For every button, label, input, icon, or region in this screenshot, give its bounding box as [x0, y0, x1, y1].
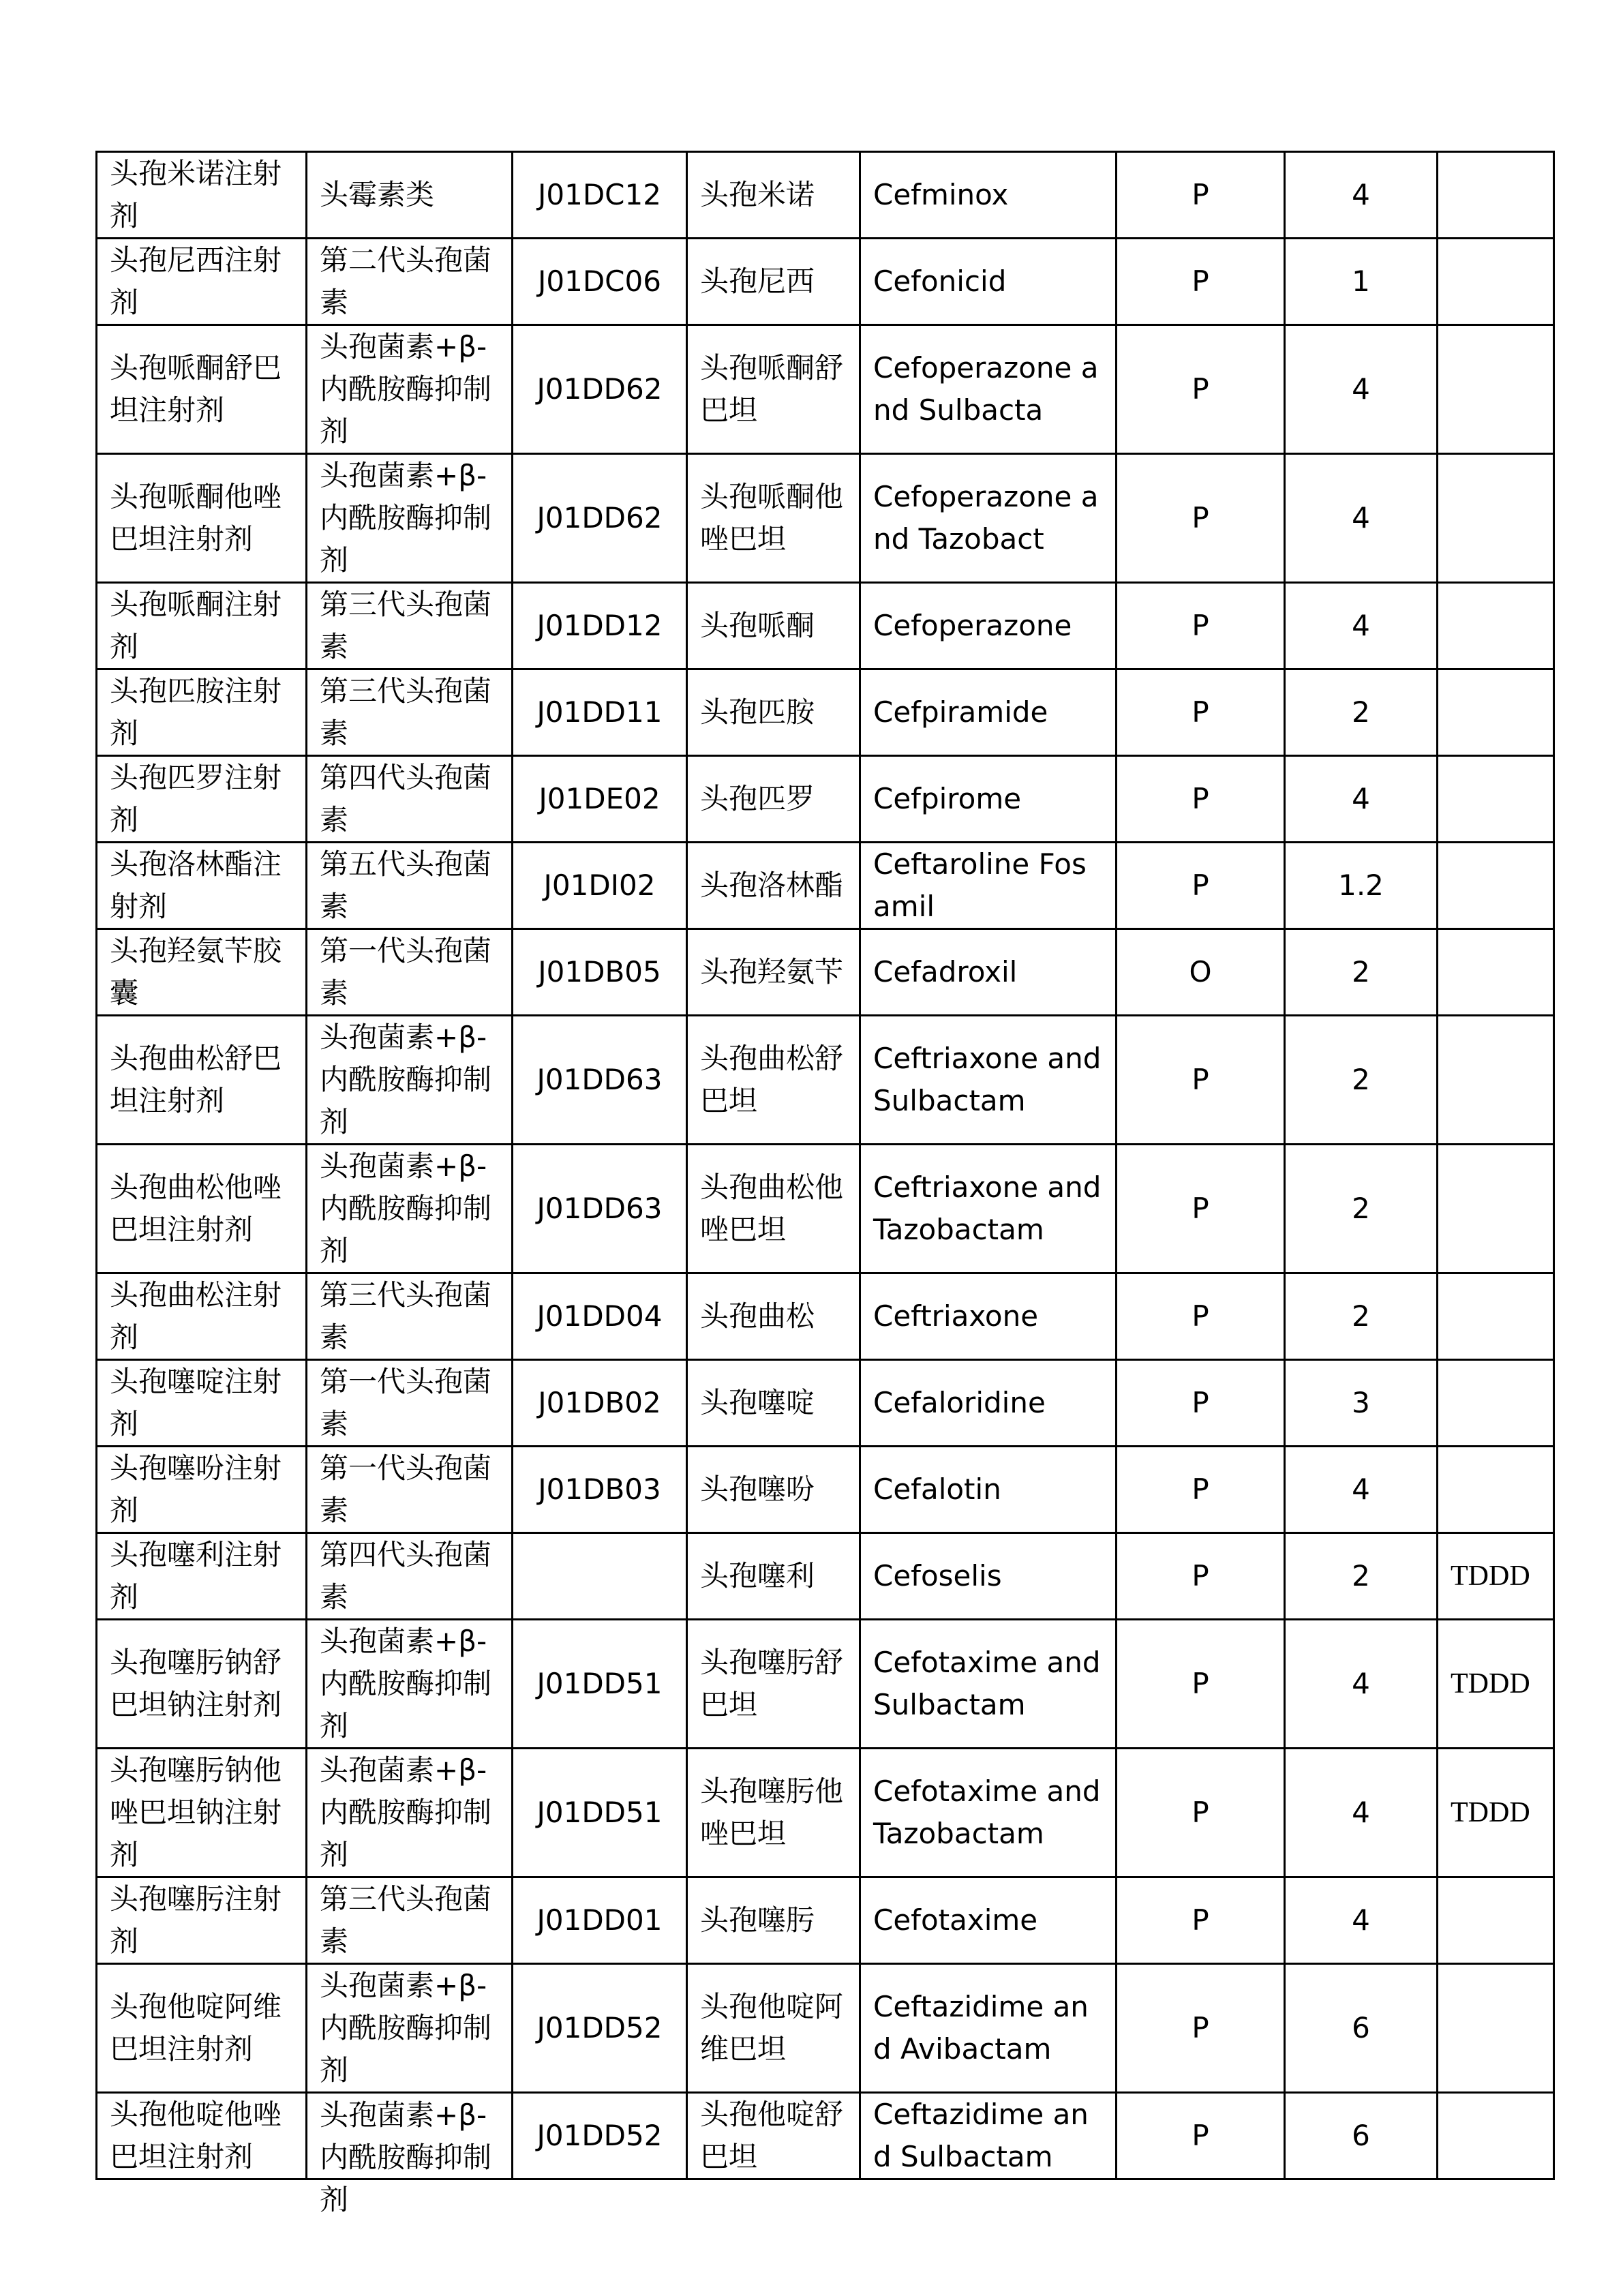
drug-class-cell: 头孢菌素+β-内酰胺酶抑制剂 — [307, 1964, 513, 2093]
table-row — [97, 1533, 1554, 1620]
route-cell: P — [1117, 152, 1285, 239]
english-name-cell: Cefpiramide — [860, 669, 1117, 756]
atc-code-cell: J01DI02 — [513, 843, 687, 929]
generic-name-cell: 头孢他啶阿维巴坦 — [687, 1964, 860, 2093]
drug-class-cell: 第三代头孢菌素 — [307, 583, 513, 669]
atc-code-cell: J01DD62 — [513, 454, 687, 583]
route-cell: P — [1117, 1447, 1285, 1533]
route-cell: P — [1117, 583, 1285, 669]
atc-code-cell: J01DD63 — [513, 1145, 687, 1273]
table-row — [97, 756, 1554, 843]
english-name-cell: Cefalotin — [860, 1447, 1117, 1533]
drug-name-cell: 头孢哌酮舒巴坦注射剂 — [97, 325, 307, 454]
ddd-value-cell: 4 — [1285, 1447, 1438, 1533]
atc-code-cell: J01DD11 — [513, 669, 687, 756]
route-cell: P — [1117, 1016, 1285, 1145]
ddd-value-cell: 4 — [1285, 1749, 1438, 1877]
english-name-cell: Ceftriaxone — [860, 1273, 1117, 1360]
ddd-value-cell: 2 — [1285, 1145, 1438, 1273]
drug-name-cell: 头孢羟氨苄胶囊 — [97, 929, 307, 1016]
generic-name-cell: 头孢噻肟他唑巴坦 — [687, 1749, 860, 1877]
drug-name-cell: 头孢曲松他唑巴坦注射剂 — [97, 1145, 307, 1273]
note-cell — [1438, 669, 1554, 756]
route-cell: P — [1117, 1877, 1285, 1964]
route-cell: P — [1117, 1360, 1285, 1447]
english-name-cell: Cefpirome — [860, 756, 1117, 843]
drug-name-cell: 头孢尼西注射剂 — [97, 239, 307, 325]
drug-name-cell: 头孢噻啶注射剂 — [97, 1360, 307, 1447]
drug-class-cell: 头孢菌素+β-内酰胺酶抑制剂 — [307, 1749, 513, 1877]
drug-name-cell: 头孢噻肟钠他唑巴坦钠注射剂 — [97, 1749, 307, 1877]
ddd-value-cell: 2 — [1285, 1533, 1438, 1620]
route-cell: P — [1117, 1749, 1285, 1877]
note-cell — [1438, 325, 1554, 454]
note-cell — [1438, 152, 1554, 239]
drug-class-cell: 头孢菌素+β-内酰胺酶抑制剂 — [307, 325, 513, 454]
drug-class-cell: 头孢菌素+β-内酰胺酶抑制剂 — [307, 454, 513, 583]
ddd-value-cell: 4 — [1285, 756, 1438, 843]
atc-code-cell: J01DD01 — [513, 1877, 687, 1964]
drug-class-cell: 第五代头孢菌素 — [307, 843, 513, 929]
drug-class-cell: 头孢菌素+β-内酰胺酶抑制剂 — [307, 1016, 513, 1145]
drug-class-cell: 第四代头孢菌素 — [307, 756, 513, 843]
note-cell — [1438, 454, 1554, 583]
english-name-cell: Ceftazidime and Avibactam — [860, 1964, 1117, 2093]
note-cell — [1438, 1273, 1554, 1360]
drug-class-cell: 头霉素类 — [307, 152, 513, 239]
table-row — [97, 2093, 1554, 2179]
drug-class-cell: 第三代头孢菌素 — [307, 669, 513, 756]
ddd-value-cell: 2 — [1285, 1016, 1438, 1145]
drug-class-cell: 第四代头孢菌素 — [307, 1533, 513, 1620]
drug-class-cell: 第三代头孢菌素 — [307, 1273, 513, 1360]
route-cell: O — [1117, 929, 1285, 1016]
table-row — [97, 583, 1554, 669]
generic-name-cell: 头孢尼西 — [687, 239, 860, 325]
table-row — [97, 929, 1554, 1016]
generic-name-cell: 头孢曲松他唑巴坦 — [687, 1145, 860, 1273]
atc-code-cell: J01DD51 — [513, 1749, 687, 1877]
drug-name-cell: 头孢哌酮他唑巴坦注射剂 — [97, 454, 307, 583]
atc-code-cell — [513, 1533, 687, 1620]
atc-code-cell: J01DB02 — [513, 1360, 687, 1447]
table-row — [97, 1016, 1554, 1145]
ddd-value-cell: 4 — [1285, 1620, 1438, 1749]
english-name-cell: Cefoperazone — [860, 583, 1117, 669]
drug-name-cell: 头孢米诺注射剂 — [97, 152, 307, 239]
table-row — [97, 669, 1554, 756]
english-name-cell: Cefotaxime and Tazobactam — [860, 1749, 1117, 1877]
atc-code-cell: J01DD62 — [513, 325, 687, 454]
atc-code-cell: J01DE02 — [513, 756, 687, 843]
note-cell: TDDD — [1438, 1533, 1554, 1620]
generic-name-cell: 头孢哌酮 — [687, 583, 860, 669]
table-row — [97, 239, 1554, 325]
generic-name-cell: 头孢噻肟 — [687, 1877, 860, 1964]
table-row — [97, 1273, 1554, 1360]
ddd-value-cell: 2 — [1285, 669, 1438, 756]
table-row — [97, 454, 1554, 583]
drug-class-cell: 第三代头孢菌素 — [307, 1877, 513, 1964]
route-cell: P — [1117, 843, 1285, 929]
generic-name-cell: 头孢他啶舒巴坦 — [687, 2093, 860, 2179]
ddd-value-cell: 3 — [1285, 1360, 1438, 1447]
route-cell: P — [1117, 454, 1285, 583]
atc-code-cell: J01DD12 — [513, 583, 687, 669]
note-cell — [1438, 1360, 1554, 1447]
ddd-value-cell: 6 — [1285, 1964, 1438, 2093]
note-cell — [1438, 1447, 1554, 1533]
english-name-cell: Ceftriaxone and Sulbactam — [860, 1016, 1117, 1145]
ddd-value-cell: 4 — [1285, 152, 1438, 239]
drug-name-cell: 头孢匹胺注射剂 — [97, 669, 307, 756]
english-name-cell: Cefonicid — [860, 239, 1117, 325]
drug-class-cell: 头孢菌素+β-内酰胺酶抑制剂 — [307, 1145, 513, 1273]
generic-name-cell: 头孢噻吩 — [687, 1447, 860, 1533]
atc-code-cell: J01DB05 — [513, 929, 687, 1016]
generic-name-cell: 头孢洛林酯 — [687, 843, 860, 929]
drug-class-text: 头孢菌素+β-内酰胺酶抑制剂 — [320, 2098, 492, 2216]
note-cell — [1438, 929, 1554, 1016]
table-row — [97, 152, 1554, 239]
generic-name-cell: 头孢哌酮他唑巴坦 — [687, 454, 860, 583]
drug-name-cell: 头孢噻肟钠舒巴坦钠注射剂 — [97, 1620, 307, 1749]
route-cell: P — [1117, 1533, 1285, 1620]
ddd-value-cell: 1.2 — [1285, 843, 1438, 929]
generic-name-cell: 头孢哌酮舒巴坦 — [687, 325, 860, 454]
ddd-value-cell: 4 — [1285, 454, 1438, 583]
drug-name-cell: 头孢曲松注射剂 — [97, 1273, 307, 1360]
generic-name-cell: 头孢匹胺 — [687, 669, 860, 756]
drug-name-cell: 头孢匹罗注射剂 — [97, 756, 307, 843]
table-row — [97, 1749, 1554, 1877]
note-cell: TDDD — [1438, 1620, 1554, 1749]
generic-name-cell: 头孢噻肟舒巴坦 — [687, 1620, 860, 1749]
note-cell — [1438, 239, 1554, 325]
english-name-cell: Cefminox — [860, 152, 1117, 239]
english-name-cell: Cefoperazone and Sulbacta — [860, 325, 1117, 454]
route-cell: P — [1117, 239, 1285, 325]
generic-name-cell: 头孢噻利 — [687, 1533, 860, 1620]
english-name-cell: Cefotaxime and Sulbactam — [860, 1620, 1117, 1749]
drug-class-cell: 头孢菌素+β-内酰胺酶抑制剂 — [307, 1620, 513, 1749]
table-row — [97, 1145, 1554, 1273]
ddd-value-cell: 4 — [1285, 583, 1438, 669]
english-name-cell: Ceftazidime and Sulbactam — [860, 2093, 1117, 2179]
drug-name-cell: 头孢噻利注射剂 — [97, 1533, 307, 1620]
table-row — [97, 1447, 1554, 1533]
note-cell — [1438, 1964, 1554, 2093]
drug-name-cell: 头孢洛林酯注射剂 — [97, 843, 307, 929]
atc-code-cell: J01DD51 — [513, 1620, 687, 1749]
note-cell — [1438, 1145, 1554, 1273]
note-cell — [1438, 2093, 1554, 2179]
english-name-cell: Ceftriaxone and Tazobactam — [860, 1145, 1117, 1273]
generic-name-cell: 头孢米诺 — [687, 152, 860, 239]
drug-name-cell: 头孢噻吩注射剂 — [97, 1447, 307, 1533]
drug-name-cell: 头孢哌酮注射剂 — [97, 583, 307, 669]
route-cell: P — [1117, 756, 1285, 843]
generic-name-cell: 头孢曲松舒巴坦 — [687, 1016, 860, 1145]
note-cell — [1438, 1016, 1554, 1145]
route-cell: P — [1117, 1145, 1285, 1273]
english-name-cell: Cefotaxime — [860, 1877, 1117, 1964]
route-cell: P — [1117, 1620, 1285, 1749]
english-name-cell: Cefaloridine — [860, 1360, 1117, 1447]
drug-class-cell: 第一代头孢菌素 — [307, 929, 513, 1016]
drug-table — [95, 151, 1555, 2216]
atc-code-cell: J01DD52 — [513, 1964, 687, 2093]
note-cell — [1438, 1877, 1554, 1964]
route-cell: P — [1117, 325, 1285, 454]
atc-code-cell: J01DD52 — [513, 2093, 687, 2179]
generic-name-cell: 头孢匹罗 — [687, 756, 860, 843]
drug-name-cell: 头孢他啶他唑巴坦注射剂 — [97, 2093, 307, 2179]
ddd-value-cell: 6 — [1285, 2093, 1438, 2179]
generic-name-cell: 头孢曲松 — [687, 1273, 860, 1360]
route-cell: P — [1117, 1273, 1285, 1360]
ddd-value-cell: 4 — [1285, 1877, 1438, 1964]
drug-class-cell: 第二代头孢菌素 — [307, 239, 513, 325]
drug-class-cell: 第一代头孢菌素 — [307, 1360, 513, 1447]
route-cell: P — [1117, 2093, 1285, 2179]
atc-code-cell: J01DC06 — [513, 239, 687, 325]
table-row — [97, 843, 1554, 929]
route-cell: P — [1117, 669, 1285, 756]
generic-name-cell: 头孢羟氨苄 — [687, 929, 860, 1016]
table-row — [97, 1964, 1554, 2093]
route-cell: P — [1117, 1964, 1285, 2093]
drug-class-cell: 第一代头孢菌素 — [307, 1447, 513, 1533]
note-cell — [1438, 583, 1554, 669]
table-row — [97, 1360, 1554, 1447]
table-row — [97, 1620, 1554, 1749]
table-row — [97, 1877, 1554, 1964]
drug-name-cell: 头孢曲松舒巴坦注射剂 — [97, 1016, 307, 1145]
note-cell — [1438, 756, 1554, 843]
english-name-cell: Cefoselis — [860, 1533, 1117, 1620]
english-name-cell: Cefoperazone and Tazobact — [860, 454, 1117, 583]
atc-code-cell: J01DD04 — [513, 1273, 687, 1360]
note-cell: TDDD — [1438, 1749, 1554, 1877]
drug-name-cell: 头孢噻肟注射剂 — [97, 1877, 307, 1964]
english-name-cell: Ceftaroline Fosamil — [860, 843, 1117, 929]
english-name-cell: Cefadroxil — [860, 929, 1117, 1016]
ddd-value-cell: 4 — [1285, 325, 1438, 454]
ddd-value-cell: 2 — [1285, 929, 1438, 1016]
ddd-value-cell: 2 — [1285, 1273, 1438, 1360]
atc-code-cell: J01DC12 — [513, 152, 687, 239]
generic-name-cell: 头孢噻啶 — [687, 1360, 860, 1447]
drug-class-cell — [307, 2093, 513, 2216]
ddd-value-cell: 1 — [1285, 239, 1438, 325]
table-row — [97, 325, 1554, 454]
atc-code-cell: J01DD63 — [513, 1016, 687, 1145]
atc-code-cell: J01DB03 — [513, 1447, 687, 1533]
drug-name-cell: 头孢他啶阿维巴坦注射剂 — [97, 1964, 307, 2093]
note-cell — [1438, 843, 1554, 929]
